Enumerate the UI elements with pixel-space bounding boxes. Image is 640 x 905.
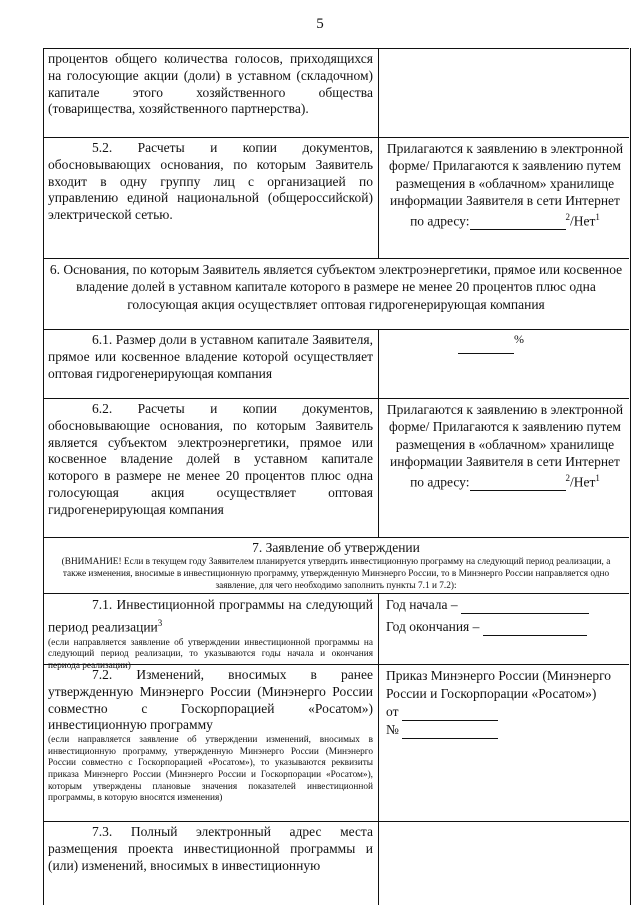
row-text: 7.1. Инвестиционной программы на следующий период реализации$^3$ [48, 597, 373, 635]
address-field[interactable] [470, 229, 566, 230]
row-text: 5.2. Расчеты и копии документов, обосновывающих основания, по которым Заявитель входит в одну группу лиц с организацией по управлению единой национальной (общероссийской) электрической сетью. [48, 140, 373, 223]
row-description-cell [43, 665, 379, 821]
table-row-6-2 [43, 398, 629, 537]
table-row-7-3 [43, 821, 629, 905]
row-text: 6.1. Размер доли в уставном капитале Заявителя, прямое или косвенное владение которой осуществляет оптовая гидрогенерирующая компания [48, 332, 373, 381]
period-cell [379, 594, 629, 664]
row-text: 7.3. Полный электронный адрес места размещения проекта инвестиционной программы и (или) изменений, вносимых в инвестиционную [48, 824, 373, 873]
section-7-note: (ВНИМАНИЕ! Если в текущем году Заявителем планируется утвердить инвестиционную программу на следующий период реализации, а также изменения, вносимые в инвестиционную программу, утвержденную Минэнерго России, то в Минэнерго России направляется одно заявление, для чего необходимо заполнить пункты 7.1 и 7.2): [61, 557, 611, 591]
share-field[interactable] [458, 353, 514, 354]
year-end-field[interactable] [483, 635, 587, 636]
order-label: Приказ Минэнерго России (Минэнерго России и Госкорпорации «Росатом») [386, 668, 612, 701]
address-cell[interactable] [379, 822, 629, 905]
table-row-6-1 [43, 329, 629, 398]
year-end-label: Год окончания – [386, 619, 480, 634]
attachment-cell[interactable] [379, 399, 629, 537]
row-note: (если направляется заявление об утверждении инвестиционной программы на следующий период реализации, то указываются годы начала и окончания периода реализации) [48, 637, 373, 671]
section-7-cell [43, 538, 629, 593]
attachment-cell[interactable] [379, 138, 629, 258]
row-description-cell [43, 822, 379, 905]
section-6-text: 6. Основания, по которым Заявитель является субъектом электроэнергетики, прямое или косвенное владение долей в уставном капитале которого в размере не менее 20 процентов плюс одна голосующая акция осуществляет оптовая гидрогенерирующая компания [49, 262, 623, 312]
section-6-cell [43, 259, 629, 329]
section-6-header [43, 258, 629, 329]
order-number-field[interactable] [402, 738, 498, 739]
row-description-cell [43, 138, 379, 258]
percent-unit: % [514, 332, 524, 346]
row-description-cell [43, 330, 379, 398]
row-note: (если направляется заявление об утверждении изменений, вносимых в инвестиционную программу, утвержденную Минэнерго России (Минэнерго России совместно с Госкорпорацией «Росатом»), то указываются реквизиты приказа Минэнерго России (Минэнерго России и Госкорпорации «Росатом»), которым утверждены плановые значения показателей инвестиционной программы, в которую вносятся изменения) [48, 735, 373, 804]
row-description-cell [43, 49, 379, 137]
row-description-cell [43, 594, 379, 671]
attachment-note: Прилагаются к заявлению в электронной форме/ Прилагаются к заявлению путем размещения в «облачном» хранилище информации Заявителя в сети Интернет по адресу: $^2$/Нет$^1$ [386, 141, 624, 229]
row-text: 7.2. Изменений, вносимых в ранее утвержденную Минэнерго России (Минэнерго России совместно с Госкорпорацией «Росатом») инвестиционную программу [48, 667, 373, 733]
table-row-5-2 [43, 137, 629, 258]
share-cell[interactable] [379, 330, 629, 398]
section-7-title: 7. Заявление об утверждении [252, 540, 420, 555]
year-start-label: Год начала – [386, 597, 458, 612]
row-text: процентов общего количества голосов, приходящихся на голосующие акции (доли) в уставном (складочном) капитале этого хозяйственного общества (товарищества, хозяйственного партнерства). [48, 51, 373, 117]
attachment-note: Прилагаются к заявлению в электронной форме/ Прилагаются к заявлению путем размещения в «облачном» хранилище информации Заявителя в сети Интернет по адресу: $^2$/Нет$^1$ [386, 402, 624, 490]
row-value-cell[interactable] [379, 49, 629, 137]
page-number: 5 [316, 16, 324, 32]
row-description-cell [43, 399, 379, 537]
table-row-7-1 [43, 593, 629, 671]
section-7-header [43, 537, 629, 593]
order-date-label: от [386, 704, 399, 719]
order-number-label: № [386, 722, 399, 737]
row-text: 6.2. Расчеты и копии документов, обосновывающие основания, по которым Заявитель является субъектом электроэнергетики, прямое или косвенное владение долей в уставном капитале которого в размере не менее 20 процентов плюс одна голосующая акция осуществляет оптовая гидрогенерирующая компания [48, 401, 373, 517]
year-start-field[interactable] [461, 613, 589, 614]
table-row [43, 48, 629, 137]
address-field[interactable] [470, 490, 566, 491]
table-row-7-2 [43, 664, 629, 821]
order-cell [379, 665, 629, 821]
